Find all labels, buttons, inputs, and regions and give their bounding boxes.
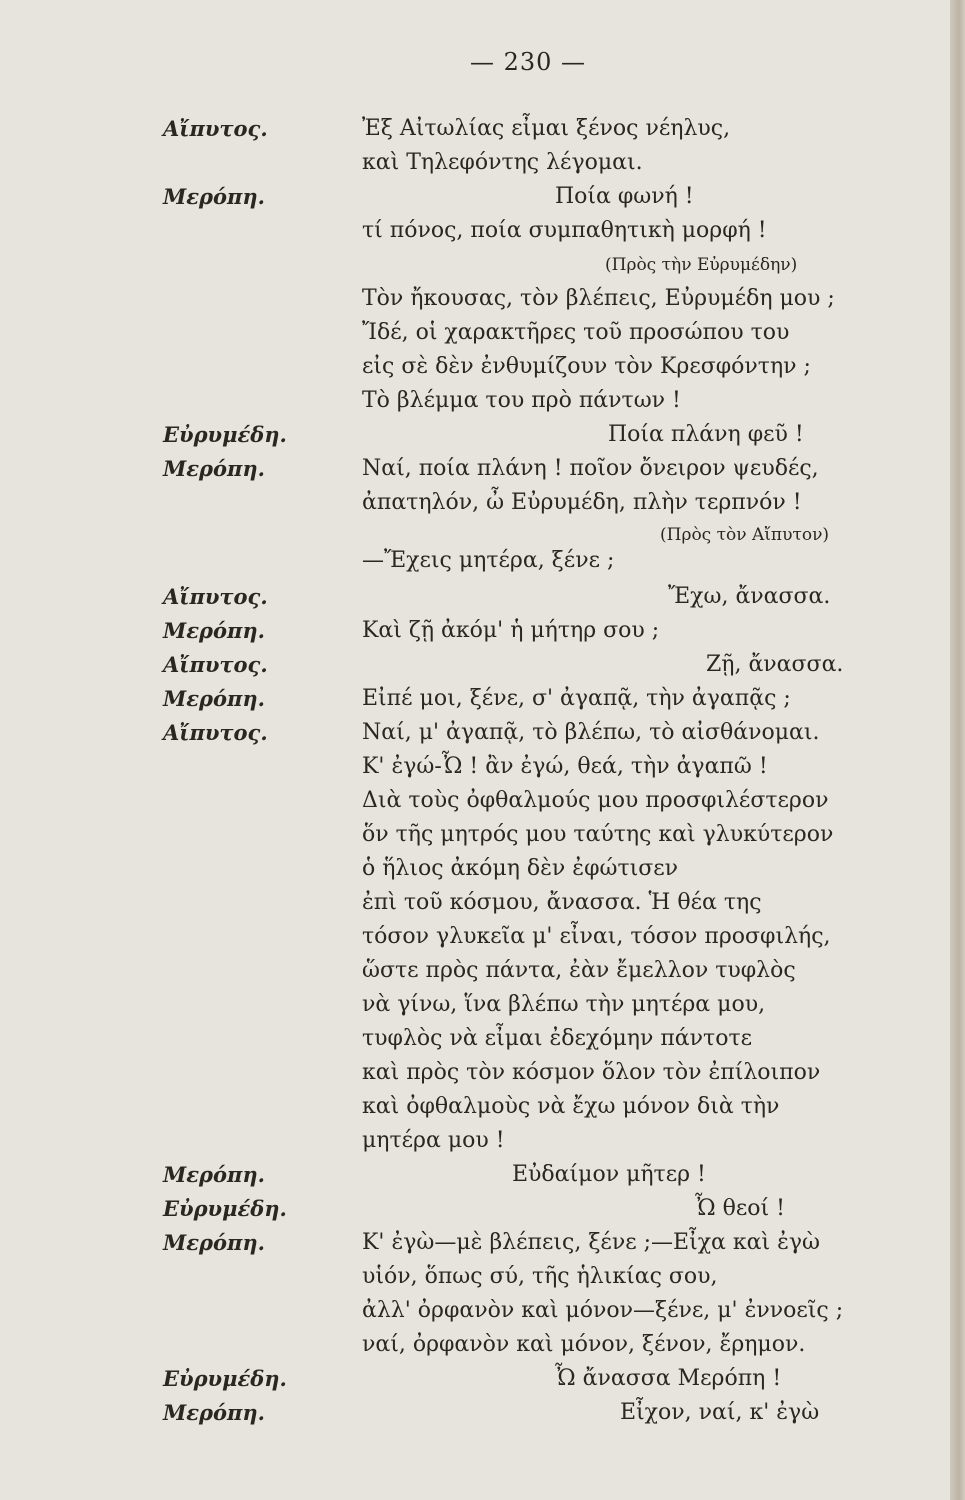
binding-edge bbox=[950, 0, 965, 1500]
speaker-name: Μερόπη. bbox=[163, 686, 265, 711]
dialogue-line bbox=[0, 920, 950, 954]
verse-line: Καὶ ζῇ ἀκόμ' ἡ μήτηρ σου ; bbox=[362, 618, 660, 643]
dialogue-line bbox=[0, 316, 950, 350]
speaker-name: Αἴπυτος. bbox=[163, 652, 268, 677]
verse-line: ὅν τῆς μητρός μου ταύτης καὶ γλυκύτερον bbox=[362, 822, 834, 847]
stage-direction: (Πρὸς τὸν Αἴπυτον) bbox=[660, 525, 830, 545]
dialogue-line bbox=[0, 146, 950, 180]
speaker-name: Εὐρυμέδη. bbox=[163, 1366, 287, 1391]
dialogue-line bbox=[0, 350, 950, 384]
dialogue-line bbox=[0, 1294, 950, 1328]
dialogue-line bbox=[0, 418, 950, 452]
dialogue-line bbox=[0, 1022, 950, 1056]
verse-line: Τὸ βλέμμα του πρὸ πάντων ! bbox=[362, 388, 681, 413]
dialogue-line bbox=[0, 384, 950, 418]
dialogue-line bbox=[0, 1056, 950, 1090]
speaker-name: Μερόπη. bbox=[163, 184, 265, 209]
verse-line: ἐπὶ τοῦ κόσμου, ἄνασσα. Ἡ θέα της bbox=[362, 890, 762, 915]
dialogue-line bbox=[0, 248, 950, 282]
verse-line: Διὰ τοὺς ὀφθαλμούς μου προσφιλέστερον bbox=[362, 788, 829, 813]
dialogue-line bbox=[0, 1226, 950, 1260]
speaker-name: Αἴπυτος. bbox=[163, 720, 268, 745]
verse-line: Ζῇ, ἄνασσα. bbox=[706, 652, 844, 677]
verse-line: καὶ πρὸς τὸν κόσμον ὅλον τὸν ἐπίλοιπον bbox=[362, 1060, 821, 1085]
verse-line: νὰ γίνω, ἵνα βλέπω τὴν μητέρα μου, bbox=[362, 992, 766, 1017]
dialogue-line bbox=[0, 852, 950, 886]
dialogue-line bbox=[0, 716, 950, 750]
verse-line: καὶ Τηλεφόντης λέγομαι. bbox=[362, 150, 643, 175]
verse-line: καὶ ὀφθαλμοὺς νὰ ἔχω μόνον διὰ τὴν bbox=[362, 1094, 780, 1119]
dialogue-line bbox=[0, 954, 950, 988]
verse-line: Κ' ἐγὼ—μὲ βλέπεις, ξένε ;—Εἶχα καὶ ἐγὼ bbox=[362, 1230, 820, 1255]
page-number: — 230 — bbox=[469, 48, 587, 76]
dialogue-line bbox=[0, 214, 950, 248]
speaker-name: Αἴπυτος. bbox=[163, 116, 268, 141]
speaker-name: Μερόπη. bbox=[163, 1230, 265, 1255]
dialogue-line bbox=[0, 614, 950, 648]
verse-line: ἀπατηλόν, ὦ Εὐρυμέδη, πλὴν τερπνόν ! bbox=[362, 490, 802, 515]
verse-line: Ποία φωνή ! bbox=[555, 184, 694, 209]
verse-line: Ναί, ποία πλάνη ! ποῖον ὄνειρον ψευδές, bbox=[362, 456, 819, 481]
verse-line: Εἶχον, ναί, κ' ἐγὼ bbox=[620, 1400, 820, 1425]
verse-line: τόσον γλυκεῖα μ' εἶναι, τόσον προσφιλής, bbox=[362, 924, 831, 949]
dialogue-line bbox=[0, 1158, 950, 1192]
verse-line: Ἔχω, ἄνασσα. bbox=[668, 584, 831, 609]
verse-line: Ἴδέ, οἱ χαρακτῆρες τοῦ προσώπου του bbox=[362, 320, 790, 345]
speaker-name: Εὐρυμέδη. bbox=[163, 422, 287, 447]
dialogue-line bbox=[0, 1124, 950, 1158]
dialogue-line bbox=[0, 648, 950, 682]
verse-line: υἱόν, ὅπως σύ, τῆς ἡλικίας σου, bbox=[362, 1264, 718, 1289]
dialogue-line bbox=[0, 180, 950, 214]
verse-line: Ὦ ἄνασσα Μερόπη ! bbox=[555, 1366, 782, 1391]
dialogue-line bbox=[0, 1396, 950, 1430]
verse-line: μητέρα μου ! bbox=[362, 1128, 505, 1153]
speaker-name: Αἴπυτος. bbox=[163, 584, 268, 609]
verse-line: ὁ ἥλιος ἀκόμη δὲν ἐφώτισεν bbox=[362, 856, 679, 881]
dialogue-line bbox=[0, 886, 950, 920]
verse-line: Κ' ἐγώ-Ὦ ! ἂν ἐγώ, θεά, τὴν ἀγαπῶ ! bbox=[362, 754, 768, 779]
dialogue-line bbox=[0, 988, 950, 1022]
verse-line: τί πόνος, ποία συμπαθητικὴ μορφή ! bbox=[362, 218, 767, 243]
dialogue-line bbox=[0, 1260, 950, 1294]
verse-line: Τὸν ἤκουσας, τὸν βλέπεις, Εὐρυμέδη μου ; bbox=[362, 286, 835, 311]
dialogue-line bbox=[0, 452, 950, 486]
verse-line: —Ἔχεις μητέρα, ξένε ; bbox=[362, 548, 615, 573]
dialogue-line bbox=[0, 486, 950, 520]
dialogue-line bbox=[0, 1192, 950, 1226]
speaker-name: Μερόπη. bbox=[163, 1162, 265, 1187]
dialogue-line bbox=[0, 750, 950, 784]
dialogue-line bbox=[0, 112, 950, 146]
verse-line: Ναί, μ' ἀγαπᾷ, τὸ βλέπω, τὸ αἰσθάνομαι. bbox=[362, 720, 820, 745]
verse-line: ὥστε πρὸς πάντα, ἐὰν ἔμελλον τυφλὸς bbox=[362, 958, 796, 983]
verse-line: Εἰπέ μοι, ξένε, σ' ἀγαπᾷ, τὴν ἀγαπᾷς ; bbox=[362, 686, 791, 711]
dialogue-line bbox=[0, 784, 950, 818]
dialogue-line bbox=[0, 1362, 950, 1396]
speaker-name: Εὐρυμέδη. bbox=[163, 1196, 287, 1221]
verse-line: ἀλλ' ὀρφανὸν καὶ μόνον—ξένε, μ' ἐννοεῖς ; bbox=[362, 1298, 844, 1323]
verse-line: ναί, ὀρφανὸν καὶ μόνον, ξένον, ἔρημον. bbox=[362, 1332, 806, 1357]
dialogue-line bbox=[0, 282, 950, 316]
verse-line: εἰς σὲ δὲν ἐνθυμίζουν τὸν Κρεσφόντην ; bbox=[362, 354, 811, 379]
dialogue-line bbox=[0, 1090, 950, 1124]
verse-line: Εὐδαίμον μῆτερ ! bbox=[512, 1162, 706, 1187]
speaker-name: Μερόπη. bbox=[163, 456, 265, 481]
dialogue-line bbox=[0, 580, 950, 614]
dialogue-line bbox=[0, 544, 950, 578]
verse-line: τυφλὸς νὰ εἶμαι ἐδεχόμην πάντοτε bbox=[362, 1026, 753, 1051]
stage-direction: (Πρὸς τὴν Εὐρυμέδην) bbox=[605, 255, 798, 275]
dialogue-line bbox=[0, 818, 950, 852]
verse-line: Ὦ θεοί ! bbox=[695, 1196, 785, 1221]
dialogue-line bbox=[0, 1328, 950, 1362]
speaker-name: Μερόπη. bbox=[163, 618, 265, 643]
verse-line: Ποία πλάνη φεῦ ! bbox=[608, 422, 804, 447]
verse-line: Ἐξ Αἰτωλίας εἶμαι ξένος νέηλυς, bbox=[362, 116, 731, 141]
speaker-name: Μερόπη. bbox=[163, 1400, 265, 1425]
dialogue-line bbox=[0, 682, 950, 716]
